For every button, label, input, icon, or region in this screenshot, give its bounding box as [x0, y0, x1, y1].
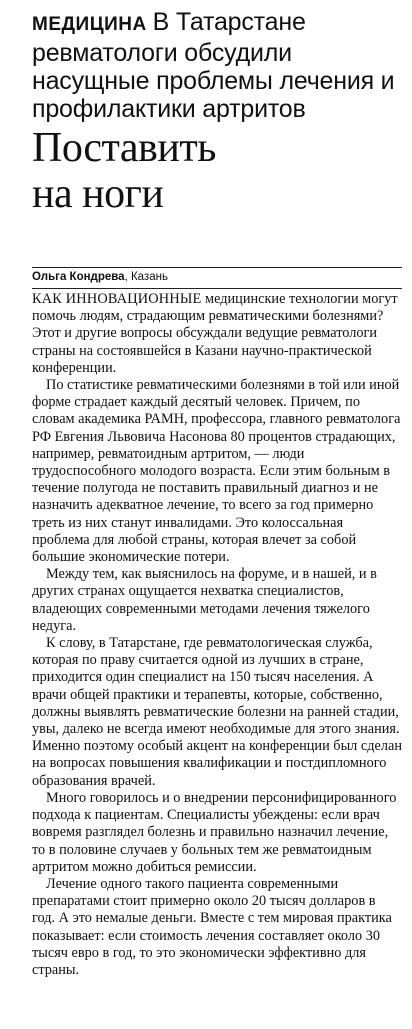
article-paragraph: К слову, в Татарстане, где ревматологическая служба, которая по праву считается одной из лучших в стране, приходится один специалист на 150 тысяч населения. А врачи общей практики и терапевты, которые, собственно, должны выявлять ревматические болезни на ранней стадии, увы, далеко не всегда имеют необходимые для этого знания. Именно поэтому особый акцент на конференции был сделан на вопросах повышения квалификации и постдипломного образования врачей. [32, 635, 402, 789]
article-paragraph: Много говорилось и о внедрении персонифицированного подхода к пациентам. Специалисты убеждены: если врач вовремя разглядел болезнь и правильно назначил лечение, то в половине случаев у больных тем же ревматоидным артритом можно добиться ремиссии. [32, 789, 397, 875]
paragraph-text: медицинские технологии могут помочь людям, страдающим ревматическими болезнями? Этот и другие вопросы обсуждали ведущие ревматологи страны на состоявшейся в Казани научно-практической конференции. [32, 291, 398, 376]
byline [32, 270, 402, 285]
main-title-line-2: на ноги [32, 171, 164, 217]
byline-bottom-rule [32, 288, 402, 289]
lead-title [32, 8, 402, 123]
author-name: Ольга Кондрева [32, 271, 125, 283]
main-title-line-1: Поставить [32, 125, 216, 171]
lead-title-text: В Татарстане ревматологи обсудили насущные проблемы лечения и профилактики артритов [32, 8, 395, 123]
article-paragraph: По статистике ревматическими болезнями в той или иной форме страдает каждый десятый человек. Причем, по словам академика РАМН, профессора, главного ревматолога РФ Евгения Львовича Насонова 80 процентов страдающих, например, ревматоидным артритом, — люди трудоспособного молодого возраста. Если этим больным в течение полугода не поставить правильный диагноз и не назначить адекватное лечение, то всего за год примерно треть из них станут инвалидами. Это колоссальная проблема для любой страны, которая влечет за собой большие экономические потери. [32, 377, 401, 566]
article-body [32, 291, 402, 979]
byline-top-rule [32, 267, 402, 268]
rubric-label: МЕДИЦИНА [32, 14, 147, 35]
intro-caps: КАК ИННОВАЦИОННЫЕ [32, 291, 202, 307]
article-paragraph [32, 291, 402, 377]
headline-block [32, 0, 402, 217]
article-paragraph: Между тем, как выяснилось на форуме, и в нашей, и в других странах ощущается нехватка специалистов, владеющих современными методами лечения тяжелого недуга. [32, 566, 377, 634]
article-paragraph: Лечение одного такого пациента современными препаратами стоит примерно около 20 тысяч долларов в год. А это немалые деньги. Вместе с тем мировая практика показывает: если стоимость лечения составляет около 30 тысяч евро в год, то это экономически эффективно для страны. [32, 875, 392, 978]
author-location: , Казань [124, 271, 168, 283]
main-title [32, 125, 402, 217]
